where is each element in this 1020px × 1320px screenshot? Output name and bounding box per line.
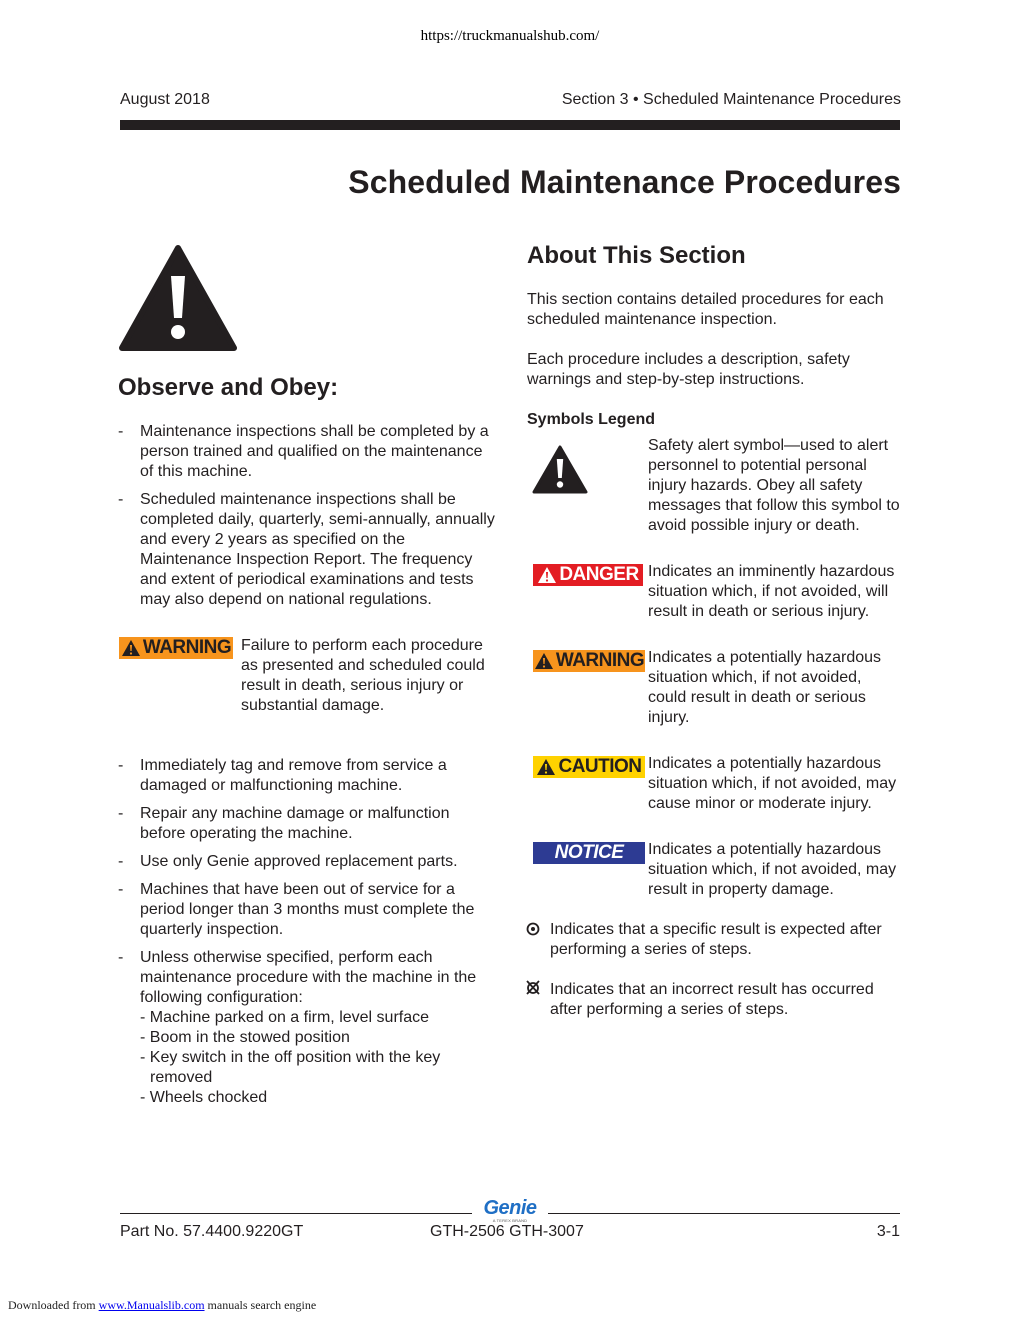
list-item xyxy=(118,948,498,1108)
about-section-heading: About This Section xyxy=(527,242,746,269)
header-rule xyxy=(120,120,900,130)
config-item: - Machine parked on a firm, level surface xyxy=(140,1009,430,1026)
danger-signal-word xyxy=(533,564,643,586)
warning-legend-signal-word xyxy=(533,650,645,672)
download-footer xyxy=(8,1298,316,1313)
list-item: - Immediately tag and remove from service a damaged or malfunctioning machine. xyxy=(118,756,498,796)
signal-word-label: DANGER xyxy=(559,564,639,585)
config-item: - Key switch in the off position with the key removed xyxy=(140,1049,441,1086)
list-item: - Scheduled maintenance inspections shall be completed daily, quarterly, semi-annually, annually and every 2 years as specified on the Maintenance Inspection Report. The frequency and extent of periodical examinations and tests may also depend on national regulations. xyxy=(118,490,498,610)
manualslib-link[interactable]: www.Manualslib.com xyxy=(98,1298,205,1312)
observe-list-1 xyxy=(118,422,498,618)
alert-icon xyxy=(121,639,141,657)
logo-subtext: A TEREX BRAND xyxy=(492,1218,528,1223)
about-para-1: This section contains detailed procedures for each scheduled maintenance inspection. xyxy=(527,291,884,328)
warning-message: Failure to perform each procedure as presented and scheduled could result in death, serious injury or substantial damage. xyxy=(241,637,485,714)
download-suffix: manuals search engine xyxy=(207,1298,317,1312)
alert-icon xyxy=(537,566,557,584)
footer-page-number: 3-1 xyxy=(876,1223,900,1240)
list-item: - Maintenance inspections shall be completed by a person trained and qualified on the maintenance of this machine. xyxy=(118,422,498,482)
symbol-desc-caution: Indicates a potentially hazardous situation which, if not avoided, may cause minor or moderate injury. xyxy=(648,755,897,812)
signal-word-label: CAUTION xyxy=(558,756,642,777)
download-prefix: Downloaded from xyxy=(8,1298,96,1312)
symbol-desc-safety: Safety alert symbol—used to alert personnel to potential personal injury hazards. Obey all safety messages that follow this symbol to avoid possible injury or death. xyxy=(648,437,900,534)
config-item: - Wheels chocked xyxy=(140,1089,268,1106)
result-expected-text: Indicates that a specific result is expected after performing a series of steps. xyxy=(550,921,882,958)
source-url: https://truckmanualshub.com/ xyxy=(420,28,600,44)
caution-signal-word xyxy=(533,756,645,778)
header-section: Section 3 • Scheduled Maintenance Procedures xyxy=(561,91,901,108)
signal-word-label: WARNING xyxy=(555,650,645,671)
config-intro: Unless otherwise specified, perform each maintenance procedure with the machine in the following configuration: xyxy=(140,949,477,1006)
list-item: - Repair any machine damage or malfunction before operating the machine. xyxy=(118,804,498,844)
observe-obey-heading: Observe and Obey: xyxy=(118,374,339,401)
genie-logo xyxy=(474,1198,546,1223)
list-item: - Use only Genie approved replacement parts. xyxy=(118,852,498,872)
logo-text: Genie xyxy=(483,1197,537,1219)
list-item: - Machines that have been out of service for a period longer than 3 months must complete the quarterly inspection. xyxy=(118,880,498,940)
warning-signal-word xyxy=(119,637,233,659)
footer-part-number: Part No. 57.4400.9220GT xyxy=(120,1223,304,1240)
result-incorrect-text: Indicates that an incorrect result has occurred after performing a series of steps. xyxy=(550,981,874,1018)
notice-signal-word xyxy=(533,842,645,864)
alert-icon xyxy=(534,652,554,670)
signal-word-label: NOTICE xyxy=(554,842,624,863)
result-expected-icon xyxy=(526,922,540,941)
alert-icon xyxy=(536,758,556,776)
safety-alert-icon xyxy=(532,444,588,499)
config-list xyxy=(140,1008,498,1108)
footer-model: GTH-2506 GTH-3007 xyxy=(430,1223,584,1240)
footer-rule-right xyxy=(548,1213,900,1214)
observe-list-2 xyxy=(118,756,498,1116)
symbol-desc-notice: Indicates a potentially hazardous situation which, if not avoided, may result in property damage. xyxy=(648,841,897,898)
footer-rule-left xyxy=(120,1213,472,1214)
signal-word-label: WARNING xyxy=(142,637,232,658)
warning-triangle-icon xyxy=(118,244,238,357)
about-para-2: Each procedure includes a description, safety warnings and step-by-step instructions. xyxy=(527,351,850,388)
page-title: Scheduled Maintenance Procedures xyxy=(348,164,901,200)
symbol-desc-warning: Indicates a potentially hazardous situation which, if not avoided, could result in death or serious injury. xyxy=(648,649,882,726)
config-item: - Boom in the stowed position xyxy=(140,1029,350,1046)
symbol-desc-danger: Indicates an imminently hazardous situation which, if not avoided, will result in death or serious injury. xyxy=(648,563,895,620)
header-date: August 2018 xyxy=(120,91,210,108)
result-incorrect-icon xyxy=(526,980,540,1000)
symbols-legend-heading: Symbols Legend xyxy=(527,411,656,428)
